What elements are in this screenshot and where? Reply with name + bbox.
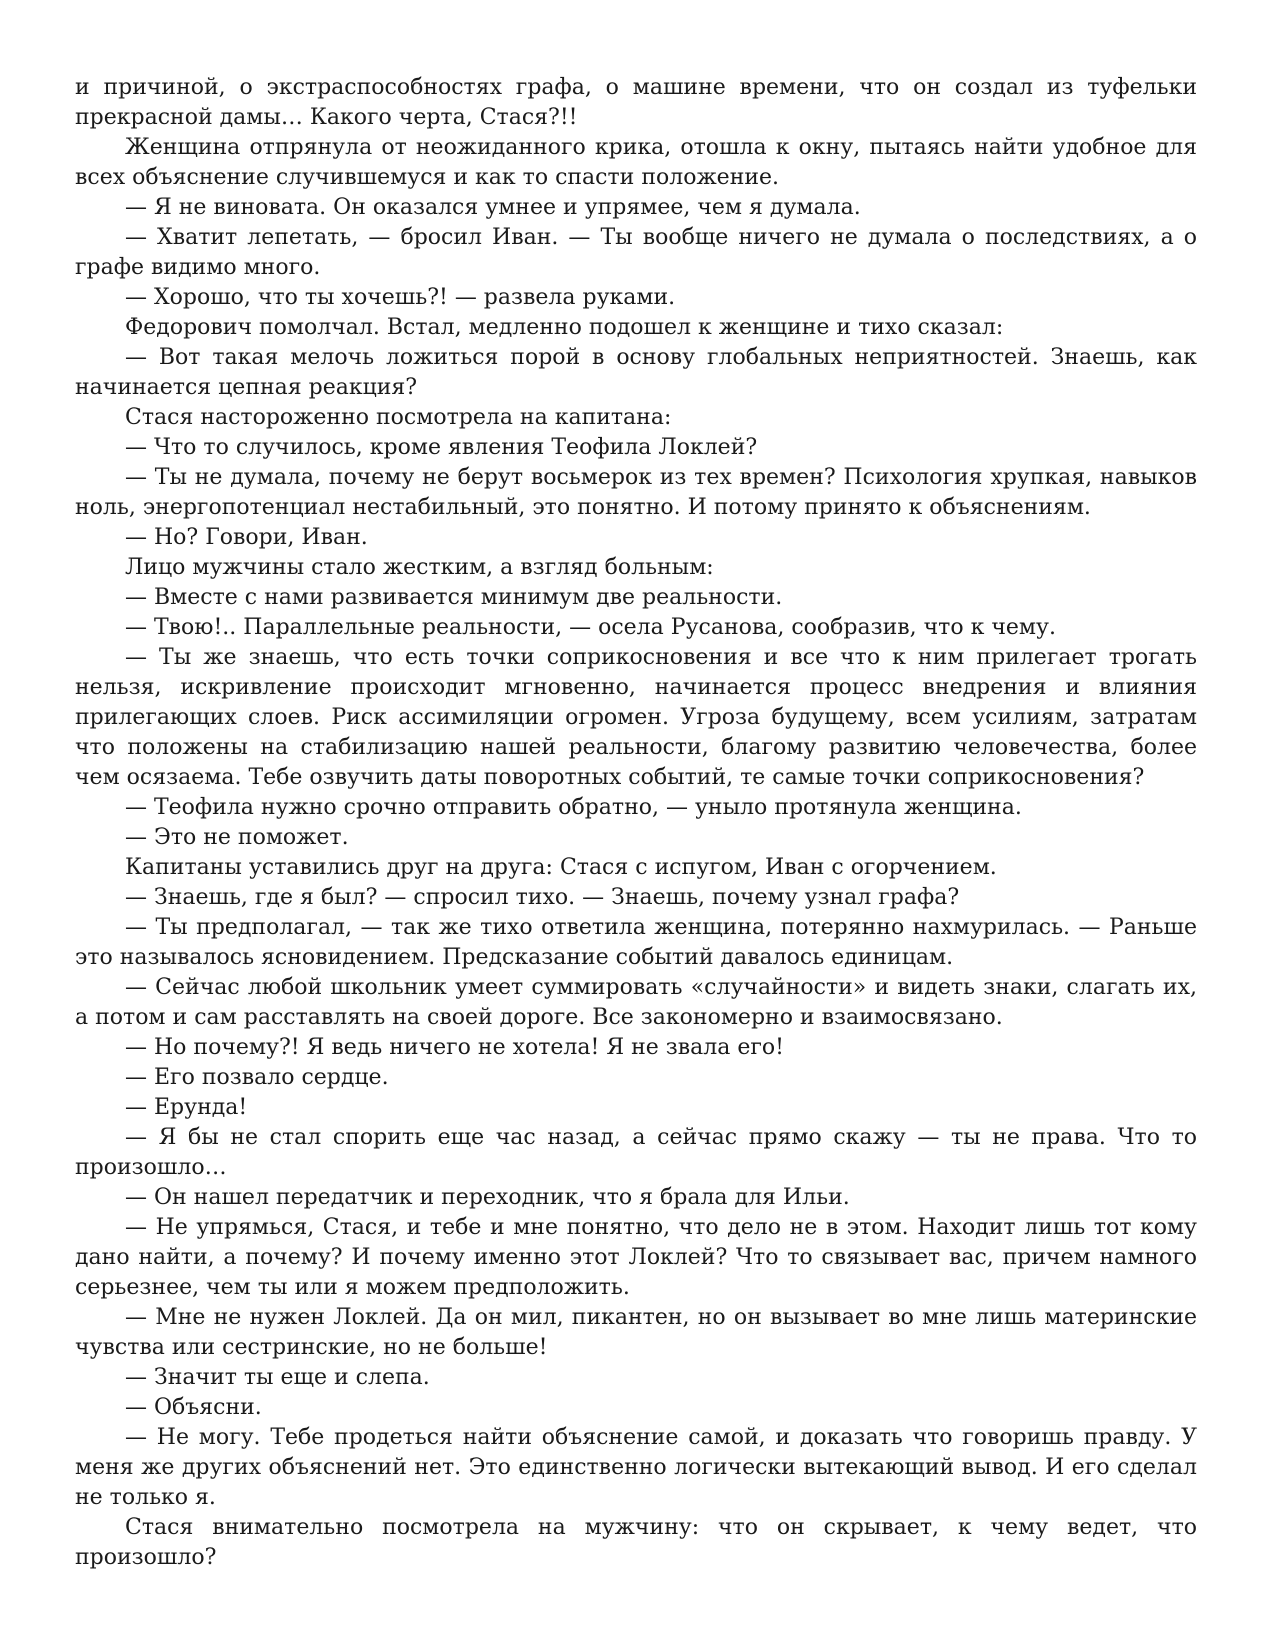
paragraph-27: — Не упрямься, Стася, и тебе и мне понятно, что дело не в этом. Находит лишь тот кому дано найти, а почему? И почему именно этот Локлей? Что то связывает вас, причем намного серьезнее, чем ты или я можем предположить.: [75, 1215, 1197, 1300]
paragraph-3: — Я не виновата. Он оказался умнее и упрямее, чем я думала.: [125, 195, 861, 220]
paragraph-8: Стася настороженно посмотрела на капитана:: [125, 405, 672, 430]
paragraph-30: — Объясни.: [125, 1395, 262, 1420]
paragraph-25: — Я бы не стал спорить еще час назад, а сейчас прямо скажу — ты не права. Что то произошло…: [75, 1125, 1197, 1180]
paragraph-5: — Хорошо, что ты хочешь?! — развела руками.: [125, 285, 676, 310]
paragraph-12: Лицо мужчины стало жестким, а взгляд больным:: [125, 555, 714, 580]
paragraph-18: Капитаны уставились друг на друга: Стася с испугом, Иван с огорчением.: [125, 855, 997, 880]
paragraph-29: — Значит ты еще и слепа.: [125, 1365, 430, 1390]
paragraph-20: — Ты предполагал, — так же тихо ответила женщина, потерянно нахмурилась. — Раньше это называлось ясновидением. Предсказание событий давалось единицам.: [75, 915, 1197, 970]
paragraph-14: — Твою!.. Параллельные реальности, — осела Русанова, сообразив, что к чему.: [125, 615, 1056, 640]
paragraph-2: Женщина отпрянула от неожиданного крика, отошла к окну, пытаясь найти удобное для всех объяснение случившемуся и как то спасти положение.: [75, 135, 1197, 190]
paragraph-7: — Вот такая мелочь ложиться порой в основу глобальных неприятностей. Знаешь, как начинается цепная реакция?: [75, 345, 1197, 400]
paragraph-31: — Не могу. Тебе продеться найти объяснение самой, и доказать что говоришь правду. У меня же других объяснений нет. Это единственно логически вытекающий вывод. И его сделал не только я.: [75, 1425, 1197, 1510]
paragraph-15: — Ты же знаешь, что есть точки соприкосновения и все что к ним прилегает трогать нельзя, искривление происходит мгновенно, начинается процесс внедрения и влияния прилегающих слоев. Риск ассимиляции огромен. Угроза будущему, всем усилиям, затратам что положены на стабилизацию нашей реальности, благому развитию человечества, более чем осязаема. Тебе озвучить даты поворотных событий, те самые точки соприкосновения?: [75, 645, 1197, 790]
paragraph-1: и причиной, о экстраспособностях графа, о машине времени, что он создал из туфельки прекрасной дамы… Какого черта, Стася?!!: [75, 75, 1197, 130]
paragraph-10: — Ты не думала, почему не берут восьмерок из тех времен? Психология хрупкая, навыков ноль, энергопотенциал нестабильный, это понятно. И потому принято к объяснениям.: [75, 465, 1197, 520]
paragraph-16: — Теофила нужно срочно отправить обратно, — уныло протянула женщина.: [125, 795, 1022, 820]
paragraph-28: — Мне не нужен Локлей. Да он мил, пикантен, но он вызывает во мне лишь материнские чувства или сестринские, но не больше!: [75, 1305, 1197, 1360]
paragraph-9: — Что то случилось, кроме явления Теофила Локлей?: [125, 435, 758, 460]
paragraph-23: — Его позвало сердце.: [125, 1065, 389, 1090]
paragraph-13: — Вместе с нами развивается минимум две реальности.: [125, 585, 783, 610]
paragraph-17: — Это не поможет.: [125, 825, 349, 850]
document-page: [75, 73, 1197, 1573]
paragraph-21: — Сейчас любой школьник умеет суммировать «случайности» и видеть знаки, слагать их, а потом и сам расставлять на своей дороге. Все закономерно и взаимосвязано.: [75, 975, 1197, 1030]
paragraph-4: — Хватит лепетать, — бросил Иван. — Ты вообще ничего не думала о последствиях, а о графе видимо много.: [75, 225, 1197, 280]
paragraph-32: Стася внимательно посмотрела на мужчину: что он скрывает, к чему ведет, что произошло?: [75, 1515, 1197, 1570]
paragraph-19: — Знаешь, где я был? — спросил тихо. — Знаешь, почему узнал графа?: [125, 885, 960, 910]
paragraph-6: Федорович помолчал. Встал, медленно подошел к женщине и тихо сказал:: [125, 315, 1004, 340]
paragraph-22: — Но почему?! Я ведь ничего не хотела! Я не звала его!: [125, 1035, 785, 1060]
paragraph-11: — Но? Говори, Иван.: [125, 525, 368, 550]
paragraph-24: — Ерунда!: [125, 1095, 248, 1120]
paragraph-26: — Он нашел передатчик и переходник, что я брала для Ильи.: [125, 1185, 850, 1210]
